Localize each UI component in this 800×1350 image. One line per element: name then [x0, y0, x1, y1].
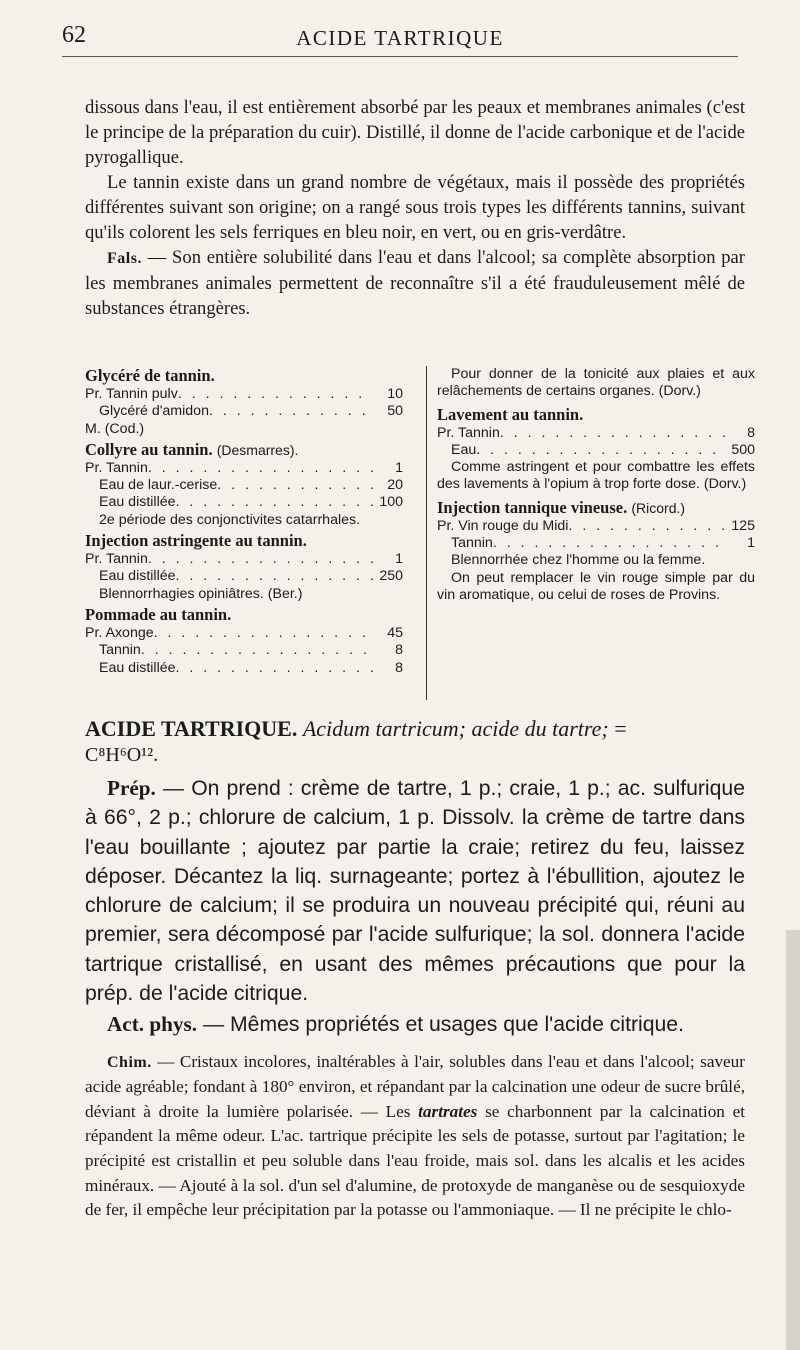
formula-title: Glycéré de tannin.: [85, 366, 215, 385]
formula-glycere: [85, 366, 403, 438]
formula-lavement: [437, 405, 755, 494]
ingredient-row: Pr. Axonge . . . 45: [85, 625, 403, 642]
prep-label: Prép.: [107, 776, 156, 800]
formula-pommade: [85, 605, 403, 677]
ingredient-row: Pr. Tannin . . . 1: [85, 551, 403, 568]
fals-label: Fals.: [107, 250, 142, 267]
page-number: 62: [62, 22, 86, 48]
action-label: Act. phys.: [107, 1012, 198, 1037]
preparation-paragraph: [85, 774, 745, 1008]
formula-note: Blennorrhagies opiniâtres. (Ber.): [99, 585, 303, 602]
acide-tartrique-article: [85, 716, 745, 1223]
ingredient-row: Pr. Tannin . . . 1: [85, 460, 403, 477]
running-head: ACIDE TARTRIQUE: [296, 26, 504, 50]
formula-note: Blennorrhée chez l'homme ou la femme.: [451, 552, 706, 569]
formula-note: Comme astringent et pour combattre les effets des lavements à l'opium à trop forte dose. (Dorv.): [437, 459, 755, 493]
chemical-formula: C⁸H⁶O¹².: [85, 744, 159, 766]
ingredient-row: Pr. Tannin pulv . . . 10: [85, 386, 403, 403]
ingredient-row: Eau distillée . . . 8: [85, 660, 403, 677]
ingredient-row: Eau distillée . . . 100: [85, 494, 403, 511]
article-latin-name: Acidum tartricum; acide du tartre;: [302, 716, 609, 741]
intro-text: [85, 95, 745, 321]
formula-injection-vineuse: [437, 498, 755, 604]
formula-injection: [85, 531, 403, 603]
chim-label: Chim.: [107, 1053, 152, 1071]
formulas-right-column: [426, 366, 755, 700]
falsification-paragraph: [85, 245, 745, 321]
prep-text: — On prend : crème de tartre, 1 p.; craie, 1 p.; ac. sulfurique à 66°, 2 p.; chlorure de calcium, 1 p. Dissolv. la crème de tartre dans l'eau bouillante ; ajoutez par partie la craie; retirez du feu, laissez déposer. Décantez la liq. surnageante; portez à l'ébullition, ajoutez le chlorure de calcium; il se produira un nouveau précipité qui, réuni au premier, sera décomposé par l'acide sulfurique; la sol. donnera l'acide tartrique cristallisé, en usant des mêmes précautions que pour la prép. de l'acide citrique.: [85, 777, 745, 1006]
formulas-left-column: [85, 366, 403, 677]
ingredient-row: Eau . . . 500: [437, 442, 755, 459]
formula-collyre: [85, 440, 403, 529]
pommade-note: Pour donner de la tonicité aux plaies et aux relâchements de certains organes. (Dorv.): [437, 366, 755, 400]
formula-title: Lavement au tannin.: [437, 404, 584, 424]
formula-title: Injection tannique vineuse. (Ricord.): [437, 497, 686, 517]
formula-note: On peut remplacer le vin rouge simple par du vin aromatique, ou celui de roses de Provins.: [437, 569, 755, 603]
ingredient-row: Pr. Tannin . . . 8: [437, 425, 755, 442]
ingredient-row: Tannin . . . 1: [437, 535, 755, 552]
ingredient-row: Tannin . . . 8: [85, 642, 403, 659]
action-paragraph: [85, 1010, 745, 1039]
intro-paragraph: dissous dans l'eau, il est entièrement absorbé par les peaux et membranes animales (c'est le principe de la préparation du cuir). Distillé, il donne de l'acide carbonique et de l'acide pyrogallique.: [85, 97, 745, 168]
formula-title: Collyre au tannin. (Desmarres).: [85, 439, 299, 459]
ingredient-row: Glycéré d'amidon . . . 50: [85, 403, 403, 420]
intro-paragraph: Le tannin existe dans un grand nombre de végétaux, mais il possède des propriétés différentes suivant son origine; on a rangé sous trois types les différents tannins, suivant qu'ils colorent les sels ferriques en bleu noir, en vert, ou en gris-verdâtre.: [85, 172, 745, 243]
formula-note: 2e période des conjonctivites catarrhales.: [99, 511, 361, 528]
fals-text: — Son entière solubilité dans l'eau et dans l'alcool; sa complète absorption par les membranes animales permettent de reconnaître s'il a été frauduleusement mêlé de substances étrangères.: [85, 247, 745, 319]
article-title: ACIDE TARTRIQUE.: [85, 716, 298, 741]
article-heading: ACIDE TARTRIQUE. Acidum tartricum; acide du tartre; =: [85, 716, 627, 741]
formula-title: Injection astringente au tannin.: [85, 531, 307, 551]
formula-source: M. (Cod.): [85, 420, 145, 437]
ingredient-row: Pr. Vin rouge du Midi . . . 125: [437, 518, 755, 535]
header-rule: [62, 56, 738, 57]
ingredient-row: Eau de laur.-cerise . . . 20: [85, 477, 403, 494]
page-edge-shadow: [786, 930, 800, 1350]
chemistry-paragraph: Chim. — Cristaux incolores, inaltérables à l'air, solubles dans l'eau et dans l'alcool; saveur acide agréable; fondant à 180° environ, et répandant par la calcination une odeur de sucre brûlé, déviant à droite la lumière polarisée. — Les tartrates se charbonnent par la calcination et répandent la même odeur. L'ac. tartrique précipite les sels de potasse, surtout par l'agitation; le précipité est cristallin et peu soluble dans l'eau froide, mais sol. dans les alcalis et les acides minéraux. — Ajouté à la sol. d'un sel d'alumine, de protoxyde de manganèse ou de sesquioxyde de fer, il empêche leur précipitation par la potasse ou l'ammoniaque. — Il ne précipite le chlo-: [85, 1051, 745, 1220]
ingredient-row: Eau distillée . . . 250: [85, 568, 403, 585]
formula-title: Pommade au tannin.: [85, 604, 232, 624]
action-text: — Mêmes propriétés et usages que l'acide citrique.: [197, 1013, 684, 1037]
